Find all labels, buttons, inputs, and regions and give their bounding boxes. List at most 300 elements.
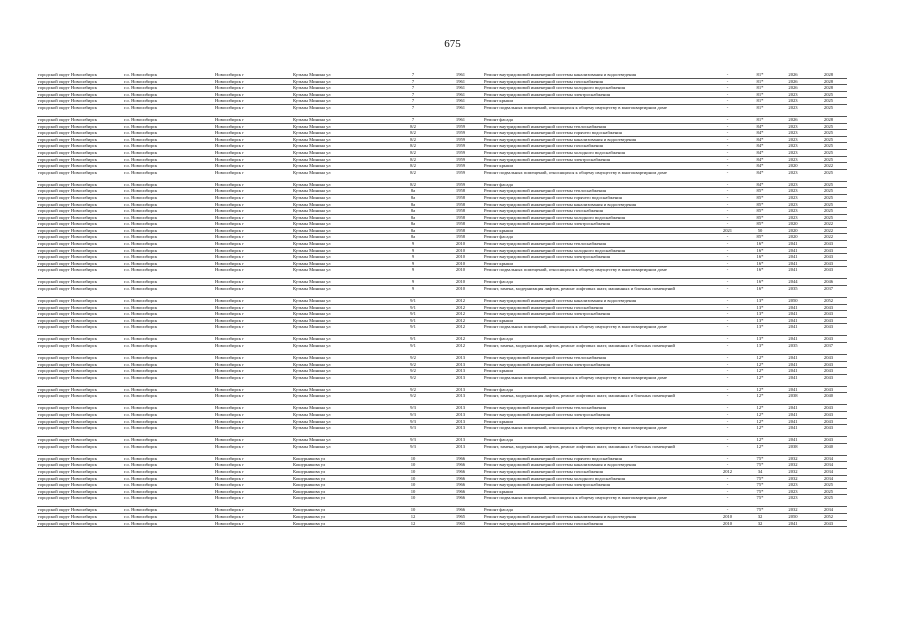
wear-cell: 12* [744, 386, 776, 393]
settlement-cell: г.о. Новосибирск [123, 201, 214, 208]
settlement-cell: г.о. Новосибирск [123, 507, 214, 514]
plan-end-cell: 2025 [810, 208, 847, 215]
plan-start-cell: 2023 [776, 123, 810, 130]
locality-cell: Новосибирск г [214, 234, 292, 241]
settlement-cell: г.о. Новосибирск [123, 156, 214, 163]
wear-cell: 12* [744, 393, 776, 405]
wear-cell: 84* [744, 149, 776, 156]
year-built-cell: 2013 [438, 374, 483, 386]
plan-start-cell: 2038 [776, 393, 810, 405]
street-cell: Кузьмы Минина ул [292, 418, 388, 425]
street-cell: Кузьмы Минина ул [292, 136, 388, 143]
municipality-cell: городской округ Новосибирск [37, 475, 123, 482]
table-row [37, 194, 847, 201]
last-repair-year-cell: - [711, 149, 744, 156]
settlement-cell: г.о. Новосибирск [123, 495, 214, 507]
wear-cell: 12* [744, 374, 776, 386]
locality-cell: Новосибирск г [214, 130, 292, 137]
table-row [37, 475, 847, 482]
street-cell: Кузьмы Минина ул [292, 98, 388, 105]
year-built-cell: 1958 [438, 214, 483, 221]
work-type-cell: Ремонт внутридомовой инженерной системы газоснабжения [483, 208, 711, 215]
year-built-cell: 2013 [438, 418, 483, 425]
year-built-cell: 1961 [438, 72, 483, 78]
locality-cell: Новосибирск г [214, 72, 292, 78]
house-cell: 8а [388, 234, 438, 241]
work-type-cell: Ремонт подвальных помещений, относящихся к общему имуществу в многоквартирном доме [483, 104, 711, 116]
year-built-cell: 1959 [438, 181, 483, 188]
plan-end-cell: 2046 [810, 279, 847, 286]
plan-end-cell: 2043 [810, 241, 847, 248]
house-cell: 7 [388, 91, 438, 98]
plan-end-cell: 2043 [810, 425, 847, 437]
municipality-cell: городской округ Новосибирск [37, 91, 123, 98]
municipality-cell: городской округ Новосибирск [37, 72, 123, 78]
street-cell: Кузьмы Минина ул [292, 143, 388, 150]
settlement-cell: г.о. Новосибирск [123, 267, 214, 279]
wear-cell: 12* [744, 418, 776, 425]
plan-start-cell: 2035 [776, 286, 810, 298]
plan-end-cell: 2022 [810, 221, 847, 228]
street-cell: Кузьмы Минина ул [292, 149, 388, 156]
settlement-cell: г.о. Новосибирск [123, 298, 214, 305]
wear-cell: 12* [744, 411, 776, 418]
plan-start-cell: 2041 [776, 355, 810, 362]
settlement-cell: г.о. Новосибирск [123, 411, 214, 418]
work-type-cell: Ремонт фасада [483, 116, 711, 123]
wear-cell: 81* [744, 116, 776, 123]
year-built-cell: 1961 [438, 85, 483, 92]
settlement-cell: г.о. Новосибирск [123, 214, 214, 221]
year-built-cell: 2012 [438, 298, 483, 305]
plan-end-cell: 2043 [810, 520, 847, 527]
work-type-cell: Ремонт фасада [483, 437, 711, 444]
street-cell: Кузьмы Минина ул [292, 386, 388, 393]
street-cell: Кузьмы Минина ул [292, 123, 388, 130]
table-row [37, 201, 847, 208]
year-built-cell: 1958 [438, 234, 483, 241]
wear-cell: 32 [744, 513, 776, 520]
year-built-cell: 2013 [438, 443, 483, 455]
work-type-cell: Ремонт внутридомовой инженерной системы электроснабжения [483, 156, 711, 163]
work-type-cell: Ремонт внутридомовой инженерной системы канализования и водоотведения [483, 298, 711, 305]
house-cell: 7 [388, 72, 438, 78]
year-built-cell: 1959 [438, 123, 483, 130]
settlement-cell: г.о. Новосибирск [123, 336, 214, 343]
work-type-cell: Ремонт внутридомовой инженерной системы теплоснабжения [483, 188, 711, 195]
table-row [37, 386, 847, 393]
settlement-cell: г.о. Новосибирск [123, 116, 214, 123]
locality-cell: Новосибирск г [214, 368, 292, 375]
year-built-cell: 1966 [438, 455, 483, 462]
plan-start-cell: 2041 [776, 418, 810, 425]
plan-start-cell: 2038 [776, 443, 810, 455]
work-type-cell: Ремонт крыши [483, 317, 711, 324]
house-cell: 8/2 [388, 181, 438, 188]
work-type-cell: Ремонт подвальных помещений, относящихся к общему имуществу в многоквартирном доме [483, 324, 711, 336]
plan-end-cell: 2043 [810, 405, 847, 412]
plan-end-cell: 2025 [810, 214, 847, 221]
wear-cell: 85* [744, 221, 776, 228]
last-repair-year-cell: - [711, 194, 744, 201]
last-repair-year-cell: - [711, 368, 744, 375]
work-type-cell: Ремонт крыши [483, 488, 711, 495]
last-repair-year-cell: - [711, 495, 744, 507]
plan-end-cell: 2034 [810, 468, 847, 475]
wear-cell: 12* [744, 368, 776, 375]
street-cell: Кузьмы Минина ул [292, 298, 388, 305]
street-cell: Кузьмы Минина ул [292, 286, 388, 298]
settlement-cell: г.о. Новосибирск [123, 386, 214, 393]
wear-cell: 12* [744, 355, 776, 362]
locality-cell: Новосибирск г [214, 393, 292, 405]
municipality-cell: городской округ Новосибирск [37, 169, 123, 181]
plan-end-cell: 2025 [810, 143, 847, 150]
plan-start-cell: 2023 [776, 214, 810, 221]
street-cell: Кузьмы Минина ул [292, 221, 388, 228]
last-repair-year-cell: 2010 [711, 520, 744, 527]
year-built-cell: 2010 [438, 279, 483, 286]
last-repair-year-cell: 2021 [711, 227, 744, 234]
table-row [37, 361, 847, 368]
wear-cell: 85* [744, 201, 776, 208]
plan-end-cell: 2022 [810, 163, 847, 170]
table-row [37, 98, 847, 105]
last-repair-year-cell: - [711, 208, 744, 215]
locality-cell: Новосибирск г [214, 298, 292, 305]
wear-cell: 81* [744, 104, 776, 116]
house-cell: 9/1 [388, 317, 438, 324]
plan-end-cell: 2052 [810, 513, 847, 520]
year-built-cell: 1961 [438, 78, 483, 85]
locality-cell: Новосибирск г [214, 317, 292, 324]
plan-start-cell: 2041 [776, 405, 810, 412]
locality-cell: Новосибирск г [214, 304, 292, 311]
municipality-cell: городской округ Новосибирск [37, 304, 123, 311]
plan-end-cell: 2025 [810, 91, 847, 98]
year-built-cell: 2010 [438, 260, 483, 267]
house-cell: 7 [388, 98, 438, 105]
last-repair-year-cell: - [711, 324, 744, 336]
plan-start-cell: 2026 [776, 85, 810, 92]
plan-end-cell: 2025 [810, 495, 847, 507]
plan-end-cell: 2025 [810, 130, 847, 137]
house-cell: 9/1 [388, 304, 438, 311]
wear-cell: 81* [744, 78, 776, 85]
work-type-cell: Ремонт внутридомовой инженерной системы электроснабжения [483, 361, 711, 368]
settlement-cell: г.о. Новосибирск [123, 234, 214, 241]
last-repair-year-cell: - [711, 317, 744, 324]
street-cell: Кузьмы Минина ул [292, 247, 388, 254]
house-cell: 9/2 [388, 386, 438, 393]
table-row [37, 393, 847, 405]
last-repair-year-cell: - [711, 260, 744, 267]
municipality-cell: городской округ Новосибирск [37, 482, 123, 489]
municipality-cell: городской округ Новосибирск [37, 227, 123, 234]
table-row [37, 405, 847, 412]
plan-end-cell: 2034 [810, 455, 847, 462]
locality-cell: Новосибирск г [214, 286, 292, 298]
table-row [37, 336, 847, 343]
municipality-cell: городской округ Новосибирск [37, 85, 123, 92]
locality-cell: Новосибирск г [214, 156, 292, 163]
plan-start-cell: 2023 [776, 194, 810, 201]
street-cell: Кузьмы Минина ул [292, 368, 388, 375]
table-row [37, 221, 847, 228]
plan-start-cell: 2023 [776, 136, 810, 143]
settlement-cell: г.о. Новосибирск [123, 443, 214, 455]
house-cell: 7 [388, 104, 438, 116]
wear-cell: 16* [744, 267, 776, 279]
municipality-cell: городской округ Новосибирск [37, 188, 123, 195]
table-row [37, 355, 847, 362]
house-cell: 8/2 [388, 169, 438, 181]
year-built-cell: 1959 [438, 149, 483, 156]
year-built-cell: 1961 [438, 116, 483, 123]
house-cell: 9 [388, 267, 438, 279]
street-cell: Кузьмы Минина ул [292, 336, 388, 343]
locality-cell: Новосибирск г [214, 214, 292, 221]
street-cell: Кошурникова ул [292, 462, 388, 469]
plan-start-cell: 2041 [776, 425, 810, 437]
plan-start-cell: 2041 [776, 304, 810, 311]
settlement-cell: г.о. Новосибирск [123, 425, 214, 437]
last-repair-year-cell: - [711, 437, 744, 444]
plan-end-cell: 2022 [810, 234, 847, 241]
house-cell: 9/1 [388, 343, 438, 355]
plan-start-cell: 2023 [776, 130, 810, 137]
street-cell: Кузьмы Минина ул [292, 279, 388, 286]
last-repair-year-cell: - [711, 267, 744, 279]
year-built-cell: 1966 [438, 507, 483, 514]
street-cell: Кошурникова ул [292, 482, 388, 489]
locality-cell: Новосибирск г [214, 149, 292, 156]
house-cell: 8/2 [388, 156, 438, 163]
street-cell: Кузьмы Минина ул [292, 72, 388, 78]
wear-cell: 75* [744, 507, 776, 514]
plan-end-cell: 2025 [810, 156, 847, 163]
wear-cell: 12* [744, 405, 776, 412]
locality-cell: Новосибирск г [214, 437, 292, 444]
municipality-cell: городской округ Новосибирск [37, 495, 123, 507]
plan-start-cell: 2020 [776, 163, 810, 170]
plan-start-cell: 2050 [776, 298, 810, 305]
plan-end-cell: 2034 [810, 462, 847, 469]
work-type-cell: Ремонт внутридомовой инженерной системы электроснабжения [483, 482, 711, 489]
street-cell: Кузьмы Минина ул [292, 181, 388, 188]
locality-cell: Новосибирск г [214, 85, 292, 92]
last-repair-year-cell: - [711, 411, 744, 418]
plan-start-cell: 2041 [776, 241, 810, 248]
plan-start-cell: 2023 [776, 149, 810, 156]
wear-cell: 12* [744, 443, 776, 455]
last-repair-year-cell: - [711, 234, 744, 241]
house-cell: 9/3 [388, 418, 438, 425]
settlement-cell: г.о. Новосибирск [123, 393, 214, 405]
locality-cell: Новосибирск г [214, 181, 292, 188]
plan-start-cell: 2020 [776, 221, 810, 228]
work-type-cell: Ремонт внутридомовой инженерной системы канализования и водоотведения [483, 72, 711, 78]
plan-start-cell: 2023 [776, 104, 810, 116]
settlement-cell: г.о. Новосибирск [123, 136, 214, 143]
municipality-cell: городской округ Новосибирск [37, 405, 123, 412]
plan-start-cell: 2032 [776, 462, 810, 469]
plan-end-cell: 2043 [810, 336, 847, 343]
street-cell: Кузьмы Минина ул [292, 374, 388, 386]
street-cell: Кузьмы Минина ул [292, 260, 388, 267]
wear-cell: 16* [744, 286, 776, 298]
settlement-cell: г.о. Новосибирск [123, 311, 214, 318]
table-row [37, 130, 847, 137]
street-cell: Кошурникова ул [292, 455, 388, 462]
work-type-cell: Ремонт крыши [483, 163, 711, 170]
plan-end-cell: 2043 [810, 304, 847, 311]
plan-end-cell: 2025 [810, 488, 847, 495]
house-cell: 9/1 [388, 311, 438, 318]
plan-start-cell: 2041 [776, 386, 810, 393]
year-built-cell: 2013 [438, 355, 483, 362]
municipality-cell: городской округ Новосибирск [37, 130, 123, 137]
year-built-cell: 2012 [438, 311, 483, 318]
year-built-cell: 2012 [438, 317, 483, 324]
settlement-cell: г.о. Новосибирск [123, 208, 214, 215]
settlement-cell: г.о. Новосибирск [123, 72, 214, 78]
municipality-cell: городской округ Новосибирск [37, 355, 123, 362]
wear-cell: 12* [744, 361, 776, 368]
locality-cell: Новосибирск г [214, 475, 292, 482]
house-cell: 8/2 [388, 149, 438, 156]
plan-start-cell: 2044 [776, 279, 810, 286]
municipality-cell: городской округ Новосибирск [37, 455, 123, 462]
table-row [37, 317, 847, 324]
table-row [37, 411, 847, 418]
house-cell: 8а [388, 221, 438, 228]
locality-cell: Новосибирск г [214, 311, 292, 318]
street-cell: Кошурникова ул [292, 513, 388, 520]
year-built-cell: 1966 [438, 475, 483, 482]
last-repair-year-cell: - [711, 163, 744, 170]
house-cell: 7 [388, 78, 438, 85]
last-repair-year-cell: - [711, 361, 744, 368]
work-type-cell: Ремонт внутридомовой инженерной системы теплоснабжения [483, 123, 711, 130]
year-built-cell: 2010 [438, 241, 483, 248]
house-cell: 10 [388, 462, 438, 469]
street-cell: Кузьмы Минина ул [292, 214, 388, 221]
wear-cell: 75* [744, 475, 776, 482]
locality-cell: Новосибирск г [214, 221, 292, 228]
plan-start-cell: 2020 [776, 227, 810, 234]
work-type-cell: Ремонт фасада [483, 386, 711, 393]
work-type-cell: Ремонт подвальных помещений, относящихся к общему имуществу в многоквартирном доме [483, 267, 711, 279]
work-type-cell: Ремонт фасада [483, 336, 711, 343]
table-row [37, 286, 847, 298]
house-cell: 9/1 [388, 336, 438, 343]
wear-cell: 16* [744, 247, 776, 254]
locality-cell: Новосибирск г [214, 123, 292, 130]
municipality-cell: городской округ Новосибирск [37, 298, 123, 305]
municipality-cell: городской округ Новосибирск [37, 520, 123, 527]
wear-cell: 16* [744, 254, 776, 261]
settlement-cell: г.о. Новосибирск [123, 488, 214, 495]
settlement-cell: г.о. Новосибирск [123, 227, 214, 234]
last-repair-year-cell: - [711, 443, 744, 455]
work-type-cell: Ремонт внутридомовой инженерной системы холодного водоснабжения [483, 475, 711, 482]
table-row [37, 91, 847, 98]
locality-cell: Новосибирск г [214, 163, 292, 170]
wear-cell: 84* [744, 181, 776, 188]
table-row [37, 241, 847, 248]
wear-cell: 84* [744, 143, 776, 150]
plan-start-cell: 2032 [776, 507, 810, 514]
settlement-cell: г.о. Новосибирск [123, 181, 214, 188]
street-cell: Кузьмы Минина ул [292, 405, 388, 412]
year-built-cell: 1959 [438, 156, 483, 163]
wear-cell: 81* [744, 91, 776, 98]
table-row [37, 234, 847, 241]
last-repair-year-cell: - [711, 418, 744, 425]
street-cell: Кузьмы Минина ул [292, 156, 388, 163]
table-row [37, 374, 847, 386]
street-cell: Кузьмы Минина ул [292, 241, 388, 248]
locality-cell: Новосибирск г [214, 98, 292, 105]
municipality-cell: городской округ Новосибирск [37, 78, 123, 85]
plan-start-cell: 2026 [776, 72, 810, 78]
year-built-cell: 2010 [438, 267, 483, 279]
work-type-cell: Ремонт внутридомовой инженерной системы холодного водоснабжения [483, 85, 711, 92]
table-row [37, 520, 847, 527]
plan-start-cell: 2023 [776, 201, 810, 208]
plan-start-cell: 2032 [776, 468, 810, 475]
plan-start-cell: 2023 [776, 169, 810, 181]
municipality-cell: городской округ Новосибирск [37, 393, 123, 405]
street-cell: Кузьмы Минина ул [292, 311, 388, 318]
work-type-cell: Ремонт внутридомовой инженерной системы электроснабжения [483, 91, 711, 98]
last-repair-year-cell: - [711, 78, 744, 85]
house-cell: 9/1 [388, 298, 438, 305]
year-built-cell: 2012 [438, 304, 483, 311]
plan-end-cell: 2052 [810, 298, 847, 305]
wear-cell: 85* [744, 208, 776, 215]
street-cell: Кузьмы Минина ул [292, 317, 388, 324]
wear-cell: 85* [744, 214, 776, 221]
work-type-cell: Ремонт внутридомовой инженерной системы канализования и водоотведения [483, 462, 711, 469]
street-cell: Кошурникова ул [292, 507, 388, 514]
table-row [37, 123, 847, 130]
last-repair-year-cell: - [711, 286, 744, 298]
house-cell: 10 [388, 507, 438, 514]
settlement-cell: г.о. Новосибирск [123, 317, 214, 324]
settlement-cell: г.о. Новосибирск [123, 260, 214, 267]
house-cell: 9/3 [388, 437, 438, 444]
work-type-cell: Ремонт крыши [483, 418, 711, 425]
work-type-cell: Ремонт крыши [483, 260, 711, 267]
plan-start-cell: 2041 [776, 437, 810, 444]
year-built-cell: 1966 [438, 495, 483, 507]
street-cell: Кошурникова ул [292, 520, 388, 527]
plan-start-cell: 2023 [776, 98, 810, 105]
municipality-cell: городской округ Новосибирск [37, 324, 123, 336]
year-built-cell: 1958 [438, 208, 483, 215]
locality-cell: Новосибирск г [214, 374, 292, 386]
locality-cell: Новосибирск г [214, 104, 292, 116]
table-row [37, 462, 847, 469]
last-repair-year-cell: - [711, 507, 744, 514]
work-type-cell: Ремонт подвальных помещений, относящихся к общему имуществу в многоквартирном доме [483, 374, 711, 386]
locality-cell: Новосибирск г [214, 411, 292, 418]
house-cell: 9/3 [388, 405, 438, 412]
plan-start-cell: 2041 [776, 311, 810, 318]
settlement-cell: г.о. Новосибирск [123, 286, 214, 298]
